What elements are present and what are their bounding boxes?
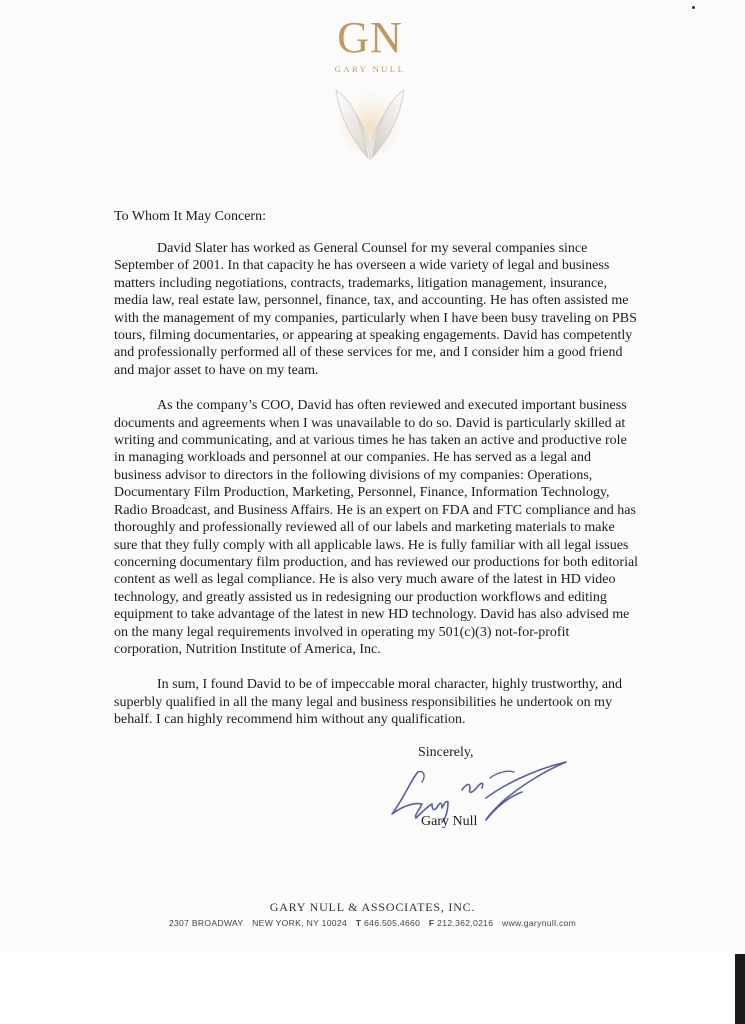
logo-brand-name: GARY NULL xyxy=(334,64,406,74)
salutation: To Whom It May Concern: xyxy=(114,209,266,224)
scan-speck xyxy=(692,6,695,9)
leaf-emblem-icon xyxy=(326,80,414,166)
footer-website-link[interactable]: www.garynull.com xyxy=(502,918,577,928)
scan-edge xyxy=(735,954,745,1024)
footer-company-name: GARY NULL & ASSOCIATES, INC. xyxy=(269,900,476,914)
footer-phone-label: T xyxy=(355,918,362,928)
letter-body xyxy=(114,240,640,747)
footer-street: 2307 BROADWAY xyxy=(168,918,244,928)
footer-address xyxy=(0,918,745,928)
paragraph-1: David Slater has worked as General Counsel for my several companies since September of 2001. In that capacity he has overseen a wide variety of legal and business matters including negotiations, contracts, trademarks, litigation management, insurance, media law, real estate law, personnel, finance, tax, and accounting. He has often assisted me with the management of my companies, particularly when I have been busy traveling on PBS tours, filming documentaries, or appearing at speaking engagements. David has competently and professionally performed all of these services for me, and I consider him a good friend and major asset to have on my team. xyxy=(114,241,637,378)
scan-background xyxy=(0,952,745,1024)
logo-monogram: GN xyxy=(337,13,403,62)
footer-fax: 212.362.0216 xyxy=(437,918,494,928)
footer-fax-label: F xyxy=(428,918,435,928)
closing: Sincerely, xyxy=(418,745,474,760)
paragraph-2: As the company’s COO, David has often reviewed and executed important business documents and agreements when I was unavailable to do so. David is particularly skilled at writing and communicating, and at various times he has taken an active and productive role in managing workloads and personnel at our companies. He has served as a legal and business advisor to directors in the following divisions of my companies: Operations, Documentary Film Production, Marketing, Personnel, Finance, Information Technology, Radio Broadcast, and Business Affairs. He is an expert on FDA and FTC compliance and has thoroughly and professionally reviewed all of our labels and marketing materials to make sure that they fully comply with all applicable laws. He is fully familiar with all legal issues concerning documentary film production, and has reviewed our productions for both editorial content as well as legal compliance. He is also very much aware of the latest in HD video technology, and greatly assisted us in redesigning our production workflows and editing equipment to take advantage of the latest in new HD technology. David has also advised me on the many legal requirements involved in operating my 501(c)(3) not-for-profit corporation, Nutrition Institute of America, Inc. xyxy=(114,398,639,657)
footer-city: NEW YORK, NY 10024 xyxy=(252,918,348,928)
signer-name: Gary Null xyxy=(421,814,478,829)
paragraph-3: In sum, I found David to be of impeccable moral character, highly trustworthy, and superbly qualified in all the many legal and business responsibilities he undertook on my behalf. I can highly recommend him without any qualification. xyxy=(114,677,623,728)
footer-phone: 646.505.4660 xyxy=(364,918,421,928)
letterhead-logo xyxy=(300,14,440,154)
